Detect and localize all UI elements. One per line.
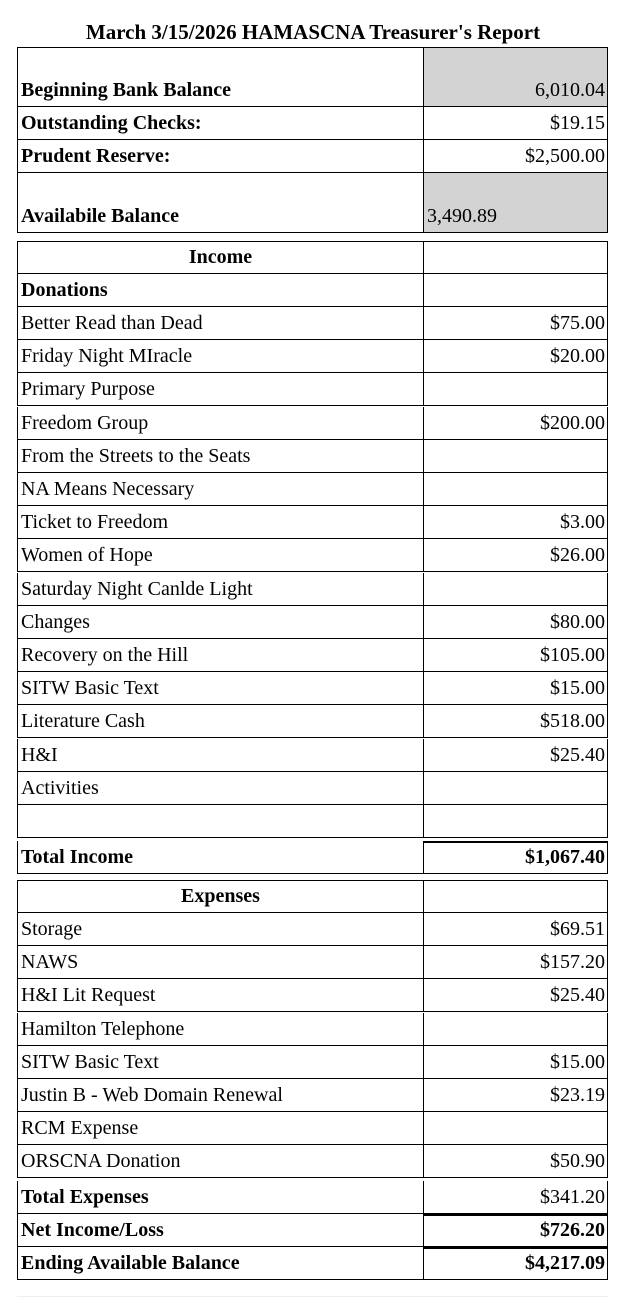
income-item-value xyxy=(424,373,608,406)
income-item-value xyxy=(424,772,608,805)
income-item-label: Friday Night MIracle xyxy=(17,340,424,373)
total-income-label: Total Income xyxy=(17,841,424,874)
expense-item-label: Justin B - Web Domain Renewal xyxy=(17,1079,424,1112)
donations-row xyxy=(17,274,608,307)
expense-item-value: $157.20 xyxy=(424,946,608,979)
expenses-header: Expenses xyxy=(17,880,424,913)
income-header-row xyxy=(17,241,608,274)
income-item-row xyxy=(17,340,608,373)
total-expenses-label: Total Expenses xyxy=(17,1181,424,1214)
donations-label: Donations xyxy=(17,274,424,307)
available-balance-value: 3,490.89 xyxy=(424,173,608,233)
income-item-row xyxy=(17,573,608,606)
income-item-label xyxy=(17,805,424,838)
expense-item-label: SITW Basic Text xyxy=(17,1046,424,1079)
expense-item-row xyxy=(17,946,608,979)
expense-item-row xyxy=(17,1046,608,1079)
total-income-value: $1,067.40 xyxy=(424,841,608,874)
prudent-reserve-value: $2,500.00 xyxy=(424,140,608,173)
net-income-label: Net Income/Loss xyxy=(17,1214,424,1247)
ending-balance-value: $4,217.09 xyxy=(424,1247,608,1280)
income-item-label: H&I xyxy=(17,739,424,772)
expense-item-value: $15.00 xyxy=(424,1046,608,1079)
income-item-label: Recovery on the Hill xyxy=(17,639,424,672)
outstanding-checks-label: Outstanding Checks: xyxy=(17,107,424,140)
expense-item-label: ORSCNA Donation xyxy=(17,1145,424,1178)
income-item-label: Activities xyxy=(17,772,424,805)
ending-balance-label: Ending Available Balance xyxy=(17,1247,424,1280)
expense-item-value xyxy=(424,1112,608,1145)
expense-item-value xyxy=(424,1013,608,1046)
expense-item-row xyxy=(17,1145,608,1178)
income-item-value: $105.00 xyxy=(424,639,608,672)
income-item-value: $20.00 xyxy=(424,340,608,373)
expense-item-value: $50.90 xyxy=(424,1145,608,1178)
income-item-row xyxy=(17,639,608,672)
total-expenses-row xyxy=(17,1181,608,1214)
expense-item-value: $23.19 xyxy=(424,1079,608,1112)
prudent-reserve-label: Prudent Reserve: xyxy=(17,140,424,173)
income-item-value: $15.00 xyxy=(424,672,608,705)
income-item-value xyxy=(424,805,608,838)
income-item-row xyxy=(17,373,608,406)
expense-item-label: RCM Expense xyxy=(17,1112,424,1145)
income-item-row xyxy=(17,307,608,340)
net-income-row xyxy=(17,1214,608,1247)
income-item-row xyxy=(17,739,608,772)
income-item-row xyxy=(17,705,608,738)
beginning-balance-label: Beginning Bank Balance xyxy=(17,47,424,107)
expense-item-value: $69.51 xyxy=(424,913,608,946)
expense-item-label: Hamilton Telephone xyxy=(17,1013,424,1046)
income-item-row xyxy=(17,473,608,506)
income-item-value: $26.00 xyxy=(424,539,608,572)
income-item-value: $80.00 xyxy=(424,606,608,639)
beginning-balance-value: 6,010.04 xyxy=(424,47,608,107)
income-item-row xyxy=(17,506,608,539)
income-item-label: Women of Hope xyxy=(17,539,424,572)
income-item-label: SITW Basic Text xyxy=(17,672,424,705)
income-item-row xyxy=(17,672,608,705)
income-item-value: $518.00 xyxy=(424,705,608,738)
report-title: March 3/15/2026 HAMASCNA Treasurer's Report xyxy=(85,20,541,44)
income-header: Income xyxy=(17,241,424,274)
expense-item-label: Storage xyxy=(17,913,424,946)
income-item-label: From the Streets to the Seats xyxy=(17,440,424,473)
total-expenses-value: $341.20 xyxy=(424,1181,608,1214)
expense-item-row xyxy=(17,1013,608,1046)
expense-item-value: $25.40 xyxy=(424,979,608,1012)
income-item-row xyxy=(17,805,608,838)
income-item-label: Changes xyxy=(17,606,424,639)
income-item-value: $200.00 xyxy=(424,407,608,440)
expense-item-row xyxy=(17,913,608,946)
income-item-row xyxy=(17,440,608,473)
ending-balance-row xyxy=(17,1247,608,1280)
available-balance-label: Availabile Balance xyxy=(17,173,424,233)
income-item-value xyxy=(424,440,608,473)
income-item-value: $3.00 xyxy=(424,506,608,539)
income-item-value: $75.00 xyxy=(424,307,608,340)
prudent-reserve-row xyxy=(17,140,608,173)
total-income-row xyxy=(17,841,608,874)
income-item-row xyxy=(17,772,608,805)
page-bottom-rule xyxy=(17,1296,608,1297)
expense-item-label: H&I Lit Request xyxy=(17,979,424,1012)
income-item-label: Ticket to Freedom xyxy=(17,506,424,539)
expense-item-row xyxy=(17,1112,608,1145)
income-item-value xyxy=(424,473,608,506)
outstanding-checks-row xyxy=(17,107,608,140)
income-item-row xyxy=(17,606,608,639)
beginning-balance-row xyxy=(17,47,608,107)
expense-item-row xyxy=(17,979,608,1012)
income-item-label: Better Read than Dead xyxy=(17,307,424,340)
income-item-value: $25.40 xyxy=(424,739,608,772)
expense-item-label: NAWS xyxy=(17,946,424,979)
income-item-row xyxy=(17,407,608,440)
donations-value xyxy=(424,274,608,307)
expenses-header-row xyxy=(17,880,608,913)
available-balance-row xyxy=(17,173,608,233)
expenses-header-value xyxy=(424,880,608,913)
income-item-label: Freedom Group xyxy=(17,407,424,440)
income-header-value xyxy=(424,241,608,274)
outstanding-checks-value: $19.15 xyxy=(424,107,608,140)
expense-item-row xyxy=(17,1079,608,1112)
income-item-label: Literature Cash xyxy=(17,705,424,738)
income-item-label: Saturday Night Canlde Light xyxy=(17,573,424,606)
income-item-label: NA Means Necessary xyxy=(17,473,424,506)
income-item-row xyxy=(17,539,608,572)
income-item-value xyxy=(424,573,608,606)
income-item-label: Primary Purpose xyxy=(17,373,424,406)
net-income-value: $726.20 xyxy=(424,1214,608,1247)
